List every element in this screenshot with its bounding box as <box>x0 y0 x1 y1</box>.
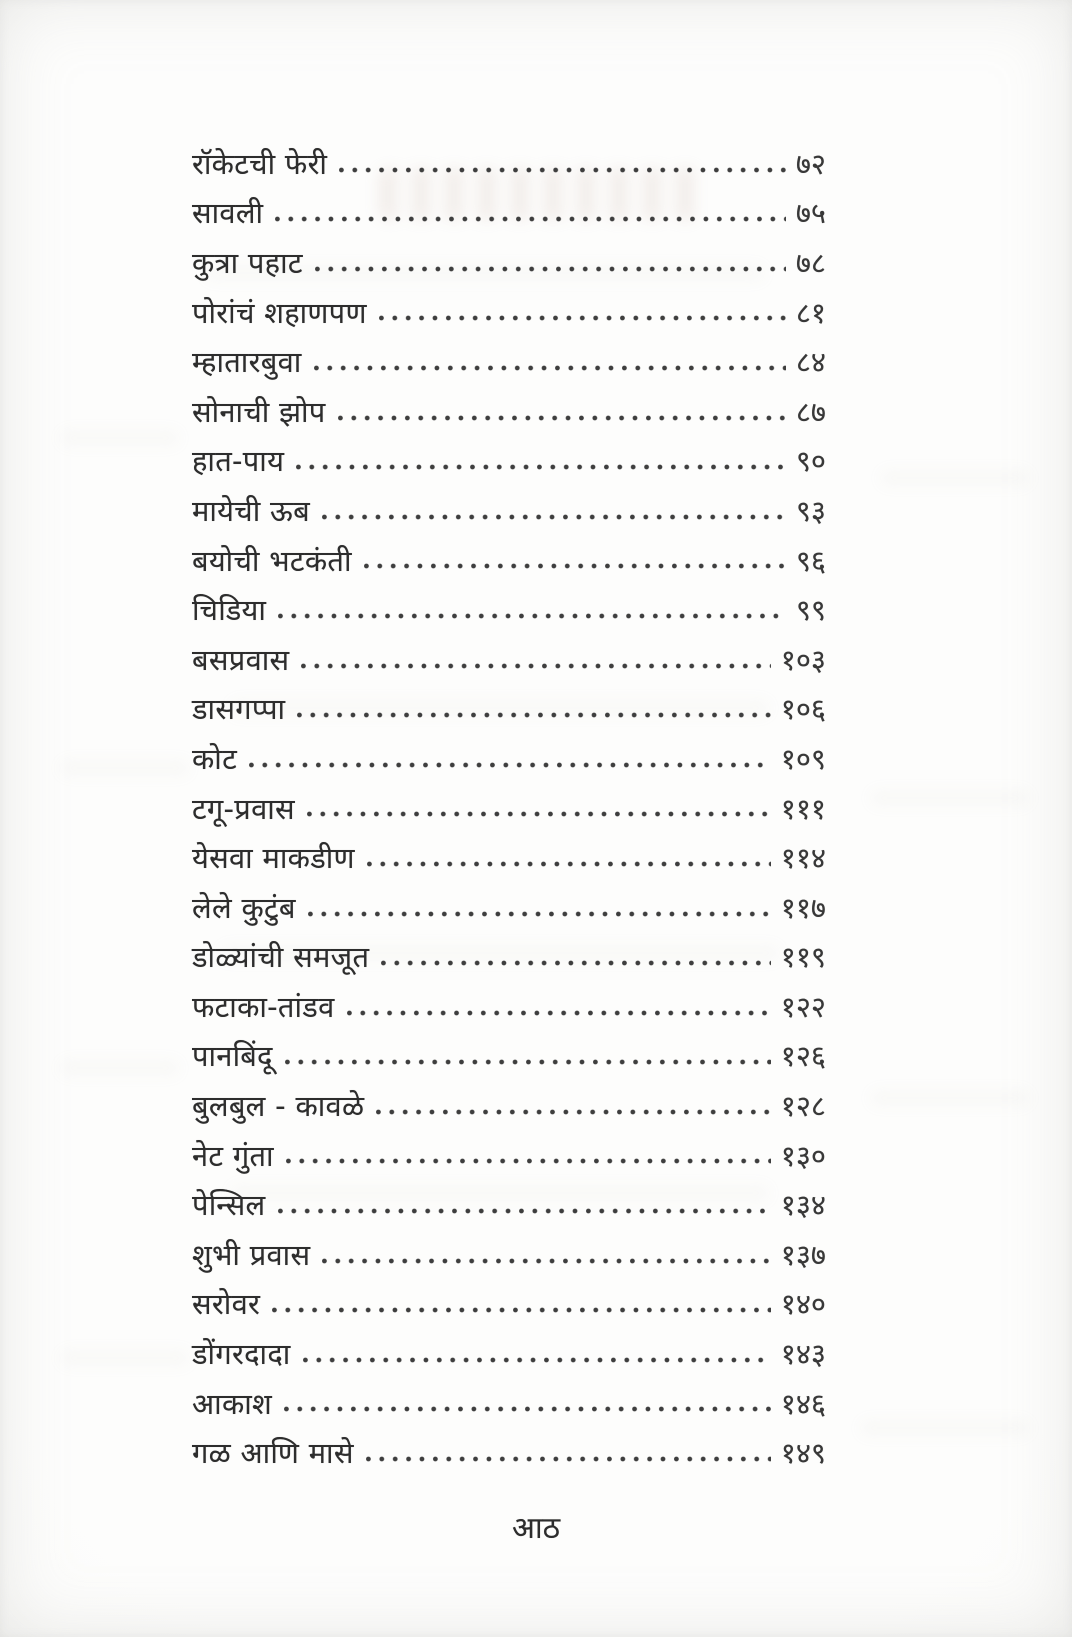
toc-row <box>192 1173 826 1223</box>
dotted-leader <box>303 1357 771 1363</box>
toc-row <box>192 777 826 827</box>
toc-row <box>192 1421 826 1471</box>
toc-item-title: बयोची भटकंती <box>192 543 352 578</box>
toc-item-title: पोरांचं शहाणपण <box>192 295 367 330</box>
page-number-footer: आठ <box>511 1511 561 1546</box>
bleed-through-smudge <box>880 470 1030 486</box>
dotted-leader <box>315 266 786 272</box>
toc-row <box>192 1074 826 1124</box>
toc-item-title: लेले कुटुंब <box>192 890 296 925</box>
toc-item-page-number: ८४ <box>795 345 826 380</box>
toc-item-page-number: १२८ <box>780 1089 826 1124</box>
toc-row <box>192 1372 826 1422</box>
toc-item-page-number: ११७ <box>780 890 826 925</box>
toc-item-page-number: १४० <box>780 1287 826 1322</box>
bleed-through-smudge <box>60 430 180 446</box>
dotted-leader <box>278 1208 771 1214</box>
dotted-leader <box>275 216 786 222</box>
toc-item-title: डोंगरदादा <box>192 1337 291 1372</box>
toc-item-title: येसवा माकडीण <box>192 841 355 876</box>
toc-item-title: सरोवर <box>192 1287 261 1322</box>
toc-item-title: गळ आणि मासे <box>192 1436 354 1471</box>
toc-item-page-number: ८७ <box>795 394 826 429</box>
dotted-leader <box>367 861 771 867</box>
toc-item-page-number: १४६ <box>780 1386 826 1421</box>
dotted-leader <box>307 811 771 817</box>
dotted-leader <box>284 1406 771 1412</box>
toc-row <box>192 1223 826 1273</box>
toc-row <box>192 281 826 331</box>
toc-row <box>192 1322 826 1372</box>
dotted-leader <box>314 365 786 371</box>
toc-item-title: शुभी प्रवास <box>192 1237 311 1272</box>
toc-item-page-number: १०३ <box>780 642 826 677</box>
toc-row <box>192 479 826 529</box>
toc-item-title: सावली <box>192 196 264 231</box>
dotted-leader <box>296 464 786 470</box>
toc-item-title: आकाश <box>192 1386 273 1421</box>
dotted-leader <box>381 960 770 966</box>
toc-item-title: नेट गुंता <box>192 1138 274 1173</box>
toc-item-page-number: १४९ <box>780 1436 826 1471</box>
toc-item-title: पानबिंदू <box>192 1039 273 1074</box>
dotted-leader <box>301 663 770 669</box>
toc-item-page-number: ९९ <box>795 593 826 628</box>
toc-row <box>192 826 826 876</box>
toc-item-title: हात-पाय <box>192 444 285 479</box>
dotted-leader <box>322 514 786 520</box>
dotted-leader <box>322 1258 770 1264</box>
toc-row <box>192 1124 826 1174</box>
toc-item-title: डोळ्यांची समजूत <box>192 940 370 975</box>
toc-item-page-number: ७५ <box>795 196 826 231</box>
bleed-through-smudge <box>870 1090 1030 1106</box>
toc-item-page-number: १०६ <box>780 692 826 727</box>
toc-item-title: सोनाची झोप <box>192 394 326 429</box>
toc-item-page-number: १३७ <box>780 1237 826 1272</box>
toc-item-page-number: १३० <box>780 1138 826 1173</box>
toc-item-page-number: १०९ <box>780 741 826 776</box>
toc-item-page-number: १२२ <box>780 989 826 1024</box>
toc-row <box>192 628 826 678</box>
bleed-through-smudge <box>60 760 190 776</box>
toc-item-page-number: ८१ <box>795 295 826 330</box>
toc-item-title: म्हातारबुवा <box>192 345 302 380</box>
toc-item-page-number: ९६ <box>795 543 826 578</box>
dotted-leader <box>278 613 786 619</box>
toc-row <box>192 1273 826 1323</box>
toc-row <box>192 380 826 430</box>
toc-row <box>192 926 826 976</box>
toc-item-title: पेन्सिल <box>192 1188 266 1223</box>
toc-item-title: कोट <box>192 741 237 776</box>
toc-row <box>192 430 826 480</box>
dotted-leader <box>379 315 786 321</box>
toc-row <box>192 132 826 182</box>
dotted-leader <box>286 1158 771 1164</box>
toc-item-title: डासगप्पा <box>192 692 286 727</box>
dotted-leader <box>249 762 771 768</box>
toc-item-title: बसप्रवास <box>192 642 290 677</box>
bleed-through-smudge <box>860 1420 1030 1436</box>
toc-item-title: फटाका-तांडव <box>192 989 335 1024</box>
toc-item-title: कुत्रा पहाट <box>192 245 303 280</box>
dotted-leader <box>366 1456 771 1462</box>
toc-item-page-number: ७२ <box>795 146 826 181</box>
toc-row <box>192 182 826 232</box>
dotted-leader <box>272 1307 771 1313</box>
toc-row <box>192 727 826 777</box>
toc-item-page-number: १४३ <box>780 1337 826 1372</box>
dotted-leader <box>308 911 771 917</box>
dotted-leader <box>285 1059 771 1065</box>
toc-row <box>192 529 826 579</box>
toc-item-page-number: ९० <box>795 444 826 479</box>
dotted-leader <box>297 712 770 718</box>
toc-item-page-number: १३४ <box>780 1188 826 1223</box>
toc-row <box>192 231 826 281</box>
dotted-leader <box>376 1109 770 1115</box>
bleed-through-smudge <box>60 1350 190 1366</box>
bleed-through-smudge <box>870 790 1030 806</box>
dotted-leader <box>339 167 786 173</box>
toc-item-page-number: ११४ <box>780 841 826 876</box>
toc-item-title: मायेची ऊब <box>192 493 310 528</box>
toc-row <box>192 1025 826 1075</box>
toc-row <box>192 678 826 728</box>
toc-row <box>192 330 826 380</box>
toc-item-page-number: ९३ <box>795 493 826 528</box>
toc-list <box>192 132 826 1471</box>
toc-item-title: रॉकेटची फेरी <box>192 146 328 181</box>
dotted-leader <box>364 563 786 569</box>
toc-item-page-number: १११ <box>780 791 826 826</box>
dotted-leader <box>338 415 786 421</box>
toc-item-title: चिडिया <box>192 593 267 628</box>
dotted-leader <box>347 1010 771 1016</box>
toc-row <box>192 876 826 926</box>
toc-row <box>192 975 826 1025</box>
toc-item-page-number: ११९ <box>780 940 826 975</box>
toc-item-page-number: ७८ <box>795 245 826 280</box>
toc-item-title: बुलबुल - कावळे <box>192 1089 365 1124</box>
toc-item-title: टगू-प्रवास <box>192 791 295 826</box>
toc-item-page-number: १२६ <box>780 1039 826 1074</box>
toc-row <box>192 578 826 628</box>
bleed-through-smudge <box>60 1060 180 1076</box>
